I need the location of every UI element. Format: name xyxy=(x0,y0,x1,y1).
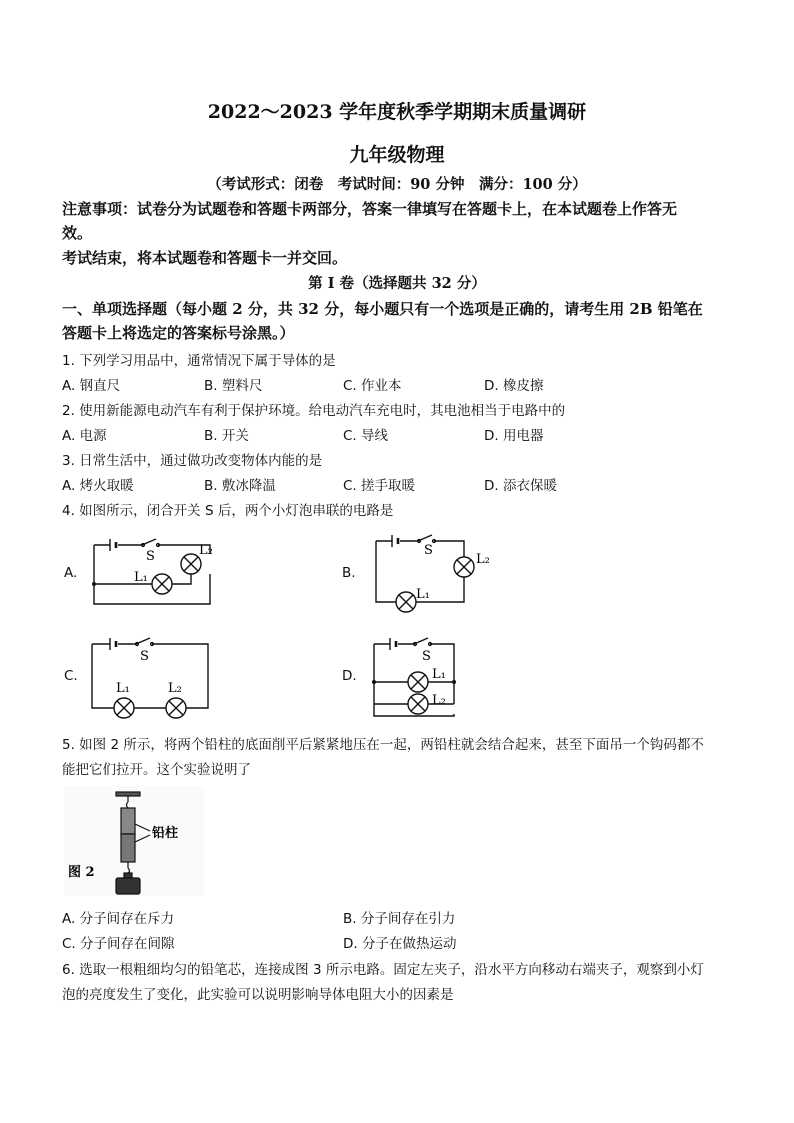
exam-info: （考试形式：闭卷 考试时间：90 分钟 满分：100 分） xyxy=(207,176,587,193)
subject-title: 九年级物理 xyxy=(349,144,445,166)
q3-option-a: A. 烤火取暖 xyxy=(62,478,134,494)
q3-stem: 3. 日常生活中，通过做功改变物体内能的是 xyxy=(62,453,323,469)
lamp-label-l2: L₂ xyxy=(168,681,182,696)
q1-option-b: B. 塑料尺 xyxy=(204,378,263,394)
q3-option-d: D. 添衣保暖 xyxy=(484,478,557,494)
lead-cylinder-label: 铅柱 xyxy=(152,826,179,841)
lamp-label-l1: L₁ xyxy=(416,587,430,602)
q4-option-d-label: D. xyxy=(342,668,357,684)
q2-option-c: C. 导线 xyxy=(343,428,389,444)
lamp-label-l1: L₁ xyxy=(432,667,446,682)
part1-title: 第 I 卷（选择题共 32 分） xyxy=(308,275,486,292)
q5-option-d: D. 分子在做热运动 xyxy=(343,936,457,952)
q5-stem-line-1: 5. 如图 2 所示，将两个铅柱的底面削平后紧紧地压在一起，两铅柱就会结合起来，甚至下面吊一个钩码都不 xyxy=(62,737,704,753)
notice-line-1: 注意事项：试卷分为试题卷和答题卡两部分，答案一律填写在答题卡上，在本试题卷上作答无 xyxy=(62,200,678,218)
q3-option-b: B. 敷冰降温 xyxy=(204,478,276,494)
q2-option-b: B. 开关 xyxy=(204,428,249,444)
q2-option-a: A. 电源 xyxy=(62,428,107,444)
q2-option-d: D. 用电器 xyxy=(484,428,544,444)
notice-line-2: 效。 xyxy=(62,224,93,242)
q4-option-a-label: A. xyxy=(64,565,78,581)
lamp-label-l2: L₂ xyxy=(199,543,213,558)
q6-stem-line-1: 6. 选取一根粗细均匀的铅笔芯，连接成图 3 所示电路。固定左夹子，沿水平方向移动右端夹子，观察到小灯 xyxy=(62,962,704,978)
figure-2-lead-cylinders xyxy=(64,786,204,896)
section-heading-line-1: 一、单项选择题（每小题 2 分，共 32 分，每小题只有一个选项是正确的，请考生用 2B 铅笔在 xyxy=(62,300,703,318)
switch-label-s: S xyxy=(424,543,433,558)
q1-stem: 1. 下列学习用品中，通常情况下属于导体的是 xyxy=(62,353,336,369)
q4-option-c-label: C. xyxy=(64,668,78,684)
q2-stem: 2. 使用新能源电动汽车有利于保护环境。给电动汽车充电时，其电池相当于电路中的 xyxy=(62,403,566,419)
q5-stem-line-2: 能把它们拉开。这个实验说明了 xyxy=(62,762,251,778)
lamp-label-l1: L₁ xyxy=(116,681,130,696)
q1-option-c: C. 作业本 xyxy=(343,378,402,394)
exam-title: 2022～2023 学年度秋季学期期末质量调研 xyxy=(207,101,587,123)
lamp-label-l1: L₁ xyxy=(134,570,148,585)
lamp-label-l2: L₂ xyxy=(476,552,490,567)
circuit-diagram-b xyxy=(364,532,498,618)
switch-label-s: S xyxy=(146,549,155,564)
figure-2-caption: 图 2 xyxy=(68,865,95,880)
q5-option-b: B. 分子间存在引力 xyxy=(343,911,456,927)
circuit-diagram-d xyxy=(366,632,494,724)
q4-option-b-label: B. xyxy=(342,565,356,581)
q6-stem-line-2: 泡的亮度发生了变化，此实验可以说明影响导体电阻大小的因素是 xyxy=(62,987,454,1003)
switch-label-s: S xyxy=(140,649,149,664)
q1-option-a: A. 钢直尺 xyxy=(62,378,121,394)
q5-option-c: C. 分子间存在间隙 xyxy=(62,936,175,952)
lamp-label-l2: L₂ xyxy=(432,693,446,708)
q4-stem: 4. 如图所示，闭合开关 S 后，两个小灯泡串联的电路是 xyxy=(62,503,394,519)
section-heading-line-2: 答题卡上将选定的答案标号涂黑。） xyxy=(62,324,295,342)
q5-option-a: A. 分子间存在斥力 xyxy=(62,911,175,927)
q1-option-d: D. 橡皮擦 xyxy=(484,378,544,394)
circuit-diagram-a xyxy=(80,532,220,614)
notice-line-3: 考试结束，将本试题卷和答题卡一并交回。 xyxy=(62,249,348,267)
switch-label-s: S xyxy=(422,649,431,664)
circuit-diagram-c xyxy=(84,632,218,722)
q3-option-c: C. 搓手取暖 xyxy=(343,478,416,494)
